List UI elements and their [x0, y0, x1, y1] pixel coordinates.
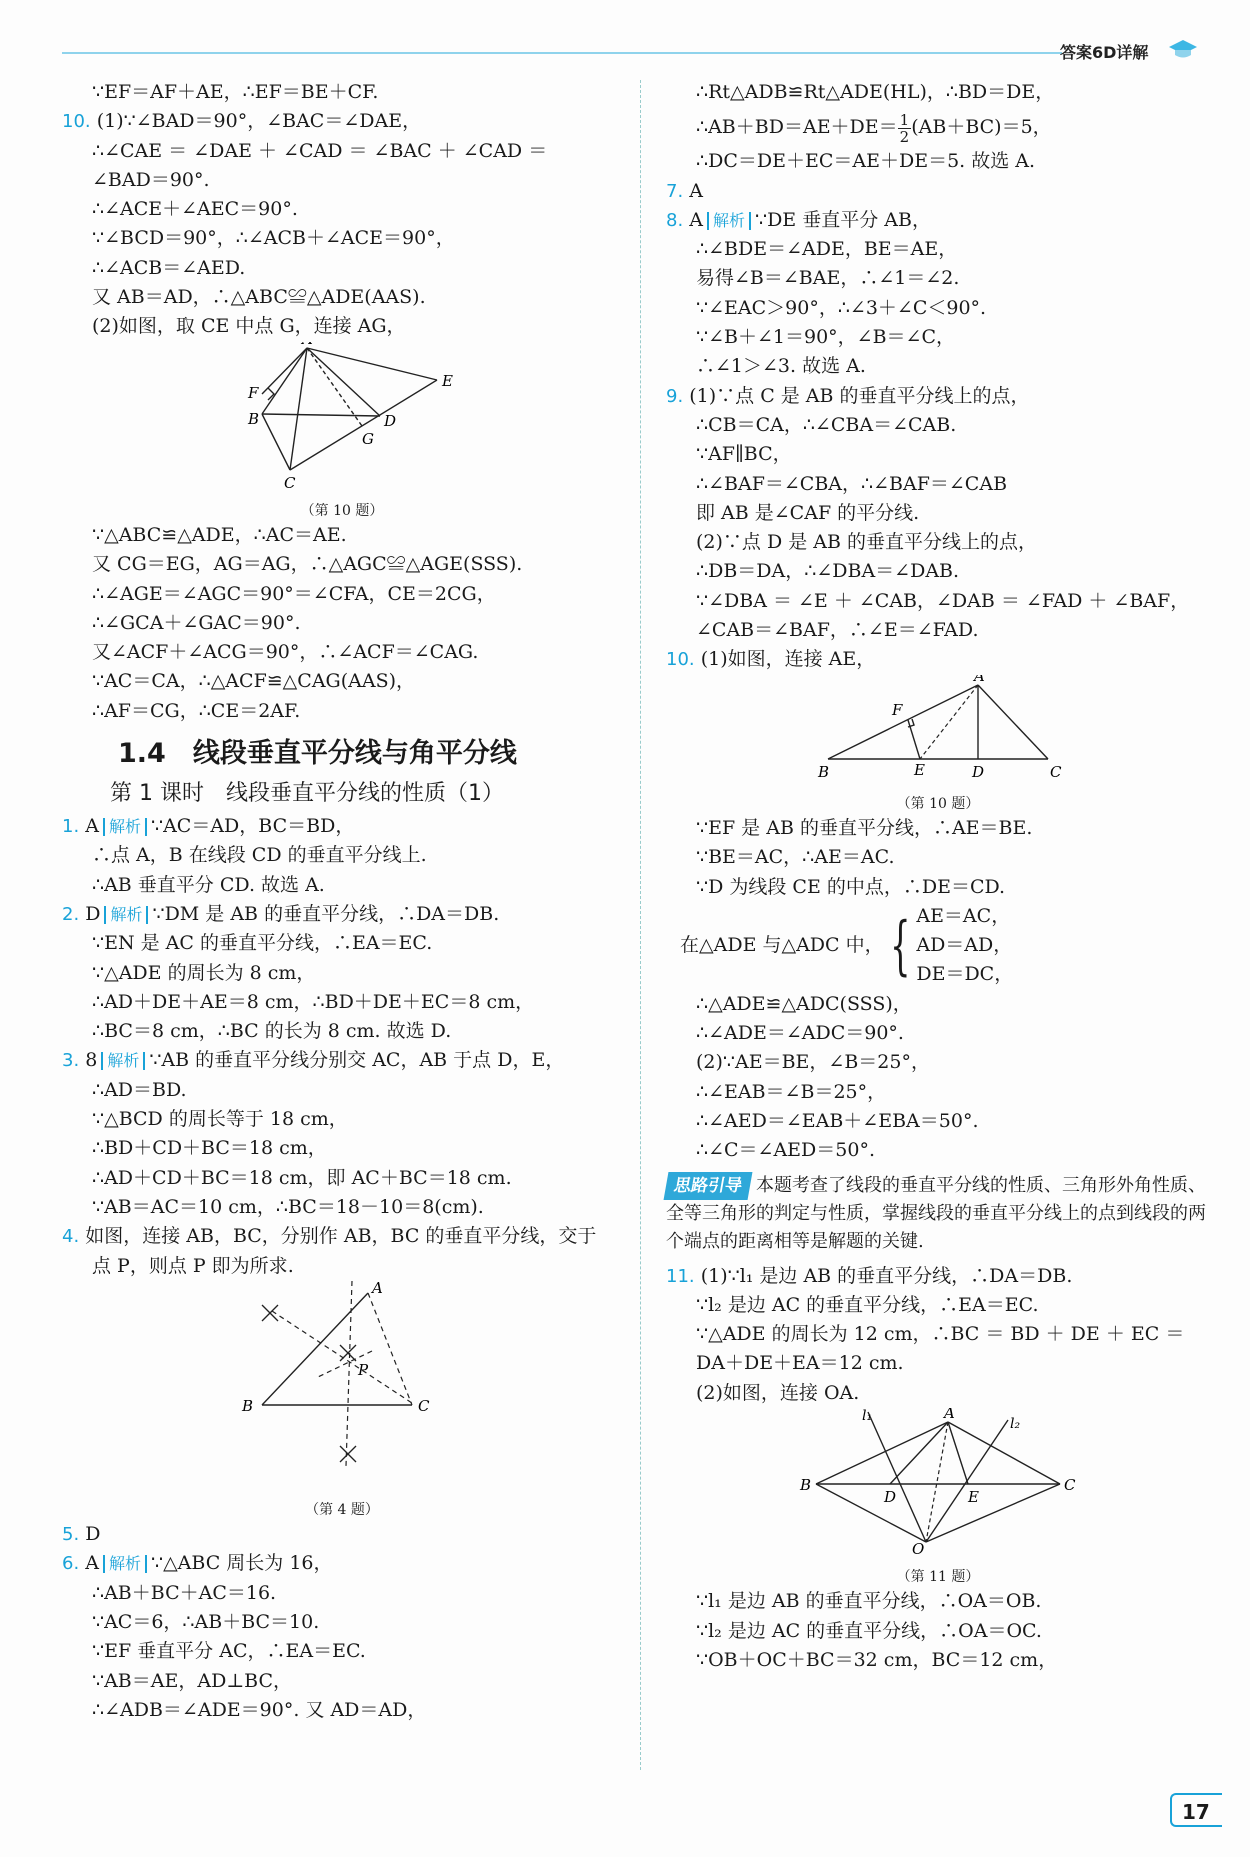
text-line: 如图，连接 AB，BC，分别作 AB，BC 的垂直平分线，交于: [85, 1225, 597, 1248]
text-line: ∴△ADE≌△ADC(SSS)，: [696, 992, 912, 1015]
geometry-figure: [212, 342, 472, 492]
figure-label: [300, 342, 313, 348]
brace-symbol: {: [889, 908, 911, 983]
equation-system: [666, 902, 1210, 990]
answer: A: [85, 815, 99, 838]
header-rule: [62, 52, 1062, 54]
text-line: ∵l₂ 是边 AC 的垂直平分线，∴EA＝EC.: [696, 1293, 1039, 1316]
question-number: 2.: [62, 903, 80, 925]
text-line: ∵AC＝6，∴AB＋BC＝10.: [92, 1610, 320, 1633]
figure-caption: （第 4 题）: [305, 1502, 379, 1519]
question-number: 11.: [666, 1265, 695, 1287]
text-line: ∴Rt△ADB≌Rt△ADE(HL)，∴BD＝DE，: [696, 81, 1055, 103]
figure-label: A: [372, 1280, 383, 1297]
text-line: ∵△ADE 的周长为 12 cm，∴BC ＝ BD ＋ DE ＋ EC ＝: [696, 1323, 1185, 1346]
figure-label: A: [944, 1407, 955, 1422]
text-line: ∵EF 垂直平分 AC，∴EA＝EC.: [92, 1640, 366, 1663]
figure-label: B: [242, 1396, 254, 1415]
text-line: ∴CB＝CA，∴∠CBA＝∠CAB.: [696, 413, 957, 436]
question-number: 8.: [666, 209, 684, 231]
answer: D: [85, 1523, 101, 1546]
geometry-figure: [808, 675, 1068, 785]
figure-q4: [62, 1281, 622, 1520]
text-line: (2)∵AE＝BE，∠B＝25°，: [696, 1051, 930, 1074]
right-column: [666, 78, 1210, 1675]
page-number: 17: [1170, 1793, 1222, 1827]
figure-label: F: [892, 700, 903, 719]
hint-tag: 思路引导: [664, 1172, 753, 1200]
figure-label: F: [248, 383, 259, 402]
text-line: (AB＋BC)＝5，: [911, 116, 1052, 139]
text-line: ∵△ADE 的周长为 8 cm，: [92, 961, 316, 984]
text-line: ∴BC＝8 cm，∴BC 的长为 8 cm. 故选 D.: [92, 1020, 452, 1043]
text-line: DE＝DC，: [916, 963, 1014, 986]
text-line: ∴点 A，B 在线段 CD 的垂直平分线上.: [92, 844, 427, 867]
text-line: ∴AB＋BD＝AE＋DE＝: [696, 116, 898, 139]
figure-caption: （第 10 题）: [300, 502, 384, 519]
text-line: ∴∠BDE＝∠ADE，BE＝AE，: [696, 238, 958, 261]
text-line: ∵D 为线段 CE 的中点，∴DE＝CD.: [696, 875, 1006, 898]
question-number: 10.: [62, 111, 91, 133]
text-line: ∴BD＋CD＋BC＝18 cm，: [92, 1137, 327, 1160]
text-line: (2)如图，连接 OA.: [696, 1381, 860, 1404]
text-line: ∵AB 的垂直平分线分别交 AC，AB 于点 D，E，: [149, 1049, 565, 1072]
text-line: 又 AB＝AD，∴△ABC≌△ADE(AAS).: [92, 286, 426, 309]
text-line: ∴AD＋CD＋BC＝18 cm，即 AC＋BC＝18 cm.: [92, 1166, 512, 1189]
text-line: ∠BAD＝90°.: [92, 168, 210, 191]
figure-q11: [666, 1408, 1210, 1587]
text-line: ∵DM 是 AB 的垂直平分线，∴DA＝DB.: [152, 902, 500, 925]
figure-label: B: [248, 409, 260, 428]
text-line: (1)∵l₁ 是边 AB 的垂直平分线，∴DA＝DB.: [700, 1264, 1073, 1287]
answer: A: [689, 179, 703, 202]
lesson-title: 第 1 课时 线段垂直平分线的性质（1）: [110, 781, 504, 807]
answer: D: [85, 902, 101, 925]
analysis-tag: 解析: [104, 906, 148, 924]
question-number: 3.: [62, 1050, 80, 1072]
question-number: 6.: [62, 1553, 80, 1575]
question-number: 1.: [62, 816, 80, 838]
cap-icon: [1168, 38, 1198, 60]
text-line: ∴∠C＝∠AED＝50°.: [696, 1139, 876, 1162]
analysis-tag: 解析: [101, 1052, 145, 1070]
text-line: ∵△BCD 的周长等于 18 cm，: [92, 1108, 348, 1131]
text-line: ∵EF＝AF＋AE，∴EF＝BE＋CF.: [92, 81, 379, 103]
figure-q10-right: [666, 675, 1210, 814]
figure-q10: [62, 342, 622, 521]
text-line: ∴∠ACB＝∠AED.: [92, 256, 246, 279]
text-line: ∵∠DBA ＝ ∠E ＋ ∠CAB，∠DAB ＝ ∠FAD ＋ ∠BAF，: [696, 589, 1190, 612]
text-line: ∵∠EAC＞90°，∴∠3＋∠C＜90°.: [696, 296, 987, 319]
question-number: 9.: [666, 385, 684, 407]
text-line: (1)如图，连接 AE，: [700, 648, 876, 671]
figure-label: E: [968, 1487, 979, 1506]
text-line: 又 CG＝EG，AG＝AG，∴△AGC≌△AGE(SSS).: [92, 553, 523, 576]
text-line: ∴∠ACE＋∠AEC＝90°.: [92, 198, 298, 221]
text-line: ∴∠ADE＝∠ADC＝90°.: [696, 1022, 904, 1045]
text-line: (2)如图，取 CE 中点 G，连接 AG，: [92, 315, 406, 338]
text-line: ∵△ABC 周长为 16，: [150, 1552, 333, 1575]
figure-label: B: [818, 762, 830, 781]
figure-label: C: [1064, 1475, 1076, 1494]
figure-label: A: [974, 674, 985, 685]
text-line: ∴DB＝DA，∴∠DBA＝∠DAB.: [696, 560, 960, 583]
text-line: ∵AF∥BC，: [696, 443, 792, 466]
hint-box: [666, 1172, 1210, 1256]
analysis-tag: 解析: [103, 818, 147, 836]
text-line: ∴AB＋BC＋AC＝16.: [92, 1581, 277, 1604]
geometry-figure: [222, 1281, 462, 1491]
answer: 8: [85, 1049, 98, 1072]
figure-label: C: [1050, 762, 1062, 781]
fraction-numerator: 1: [899, 110, 910, 129]
text-line: 即 AB 是∠CAF 的平分线.: [696, 501, 920, 524]
text-line: ∵∠BCD＝90°，∴∠ACB＋∠ACE＝90°，: [92, 227, 455, 250]
text-line: ∠CAB＝∠BAF，∴∠E＝∠FAD.: [696, 619, 979, 642]
text-line: ∵l₂ 是边 AC 的垂直平分线，∴OA＝OC.: [696, 1619, 1042, 1642]
text-line: ∵BE＝AC，∴AE＝AC.: [696, 846, 895, 869]
text-line: ∵DE 垂直平分 AB，: [754, 208, 931, 231]
hint-text: 本题考查了线段的垂直平分线的性质、三角形外角性质、全等三角形的判定与性质，掌握线段的垂直平分线上的点到线段的两个端点的距离相等是解题的关键.: [666, 1174, 1206, 1252]
figure-label: D: [384, 411, 397, 430]
text-line: ∵AC＝CA，∴△ACF≌△CAG(AAS)，: [92, 670, 416, 693]
text-line: DA＋DE＋EA＝12 cm.: [696, 1352, 904, 1375]
answer: A: [689, 208, 703, 231]
text-line: (1)∵∠BAD＝90°，∠BAC＝∠DAE，: [96, 110, 422, 133]
text-line: ∴∠EAB＝∠B＝25°，: [696, 1080, 887, 1103]
section-title: 1.4 线段垂直平分线与角平分线: [118, 738, 517, 770]
question-number: 5.: [62, 1524, 80, 1546]
text-line: ∵△ABC≌△ADE，∴AC＝AE.: [92, 523, 347, 546]
header-title: 答案6D详解: [1060, 43, 1149, 62]
text-line: ∴AB 垂直平分 CD. 故选 A.: [92, 873, 325, 896]
text-line: 点 P，则点 P 即为所求.: [92, 1254, 294, 1277]
text-line: ∴∠ADB＝∠ADE＝90°. 又 AD＝AD，: [92, 1698, 427, 1721]
question-number: 7.: [666, 180, 684, 202]
question-number: 10.: [666, 649, 695, 671]
figure-caption: （第 11 题）: [896, 1569, 980, 1586]
text-line: ∵AB＝AC＝10 cm，∴BC＝18－10＝8(cm).: [92, 1195, 484, 1218]
answer: A: [85, 1552, 99, 1575]
text-line: ∵AB＝AE，AD⊥BC，: [92, 1669, 293, 1692]
figure-caption: （第 10 题）: [896, 795, 980, 812]
text-line: 又∠ACF＋∠ACG＝90°，∴∠ACF＝∠CAG.: [92, 641, 479, 664]
text-line: ∵∠B＋∠1＝90°，∠B＝∠C，: [696, 326, 955, 349]
text-line: 易得∠B＝∠BAE，∴∠1＝∠2.: [696, 267, 960, 290]
figure-label: E: [914, 760, 925, 779]
text-line: ∴AF＝CG，∴CE＝2AF.: [92, 699, 301, 722]
text-line: 在△ADE 与△ADC 中，: [680, 934, 884, 957]
text-line: ∴DC＝DE＋EC＝AE＋DE＝5. 故选 A.: [696, 150, 1036, 173]
figure-label: l₂: [1010, 1415, 1021, 1432]
analysis-tag: 解析: [707, 212, 751, 230]
figure-label: l₁: [862, 1407, 873, 1424]
column-divider: [640, 80, 641, 1770]
left-column: [62, 78, 622, 1725]
text-line: ∴∠CAE ＝ ∠DAE ＋ ∠CAD ＝ ∠BAC ＋ ∠CAD ＝: [92, 139, 548, 162]
figure-label: D: [972, 762, 985, 781]
text-line: ∴∠1＞∠3. 故选 A.: [696, 355, 866, 378]
text-line: ∴∠GCA＋∠GAC＝90°.: [92, 611, 301, 634]
figure-label: C: [284, 473, 296, 492]
text-line: ∵EF 是 AB 的垂直平分线，∴AE＝BE.: [696, 816, 1033, 839]
text-line: ∵AC＝AD，BC＝BD，: [150, 815, 355, 838]
figure-label: B: [800, 1475, 812, 1494]
text-line: ∴∠AED＝∠EAB＋∠EBA＝50°.: [696, 1109, 979, 1132]
figure-label: C: [418, 1396, 430, 1415]
analysis-tag: 解析: [103, 1555, 147, 1573]
text-line: ∴∠AGE＝∠AGC＝90°＝∠CFA，CE＝2CG，: [92, 582, 496, 605]
fraction: [898, 112, 912, 145]
geometry-figure: [798, 1408, 1078, 1558]
text-line: ∵l₁ 是边 AB 的垂直平分线，∴OA＝OB.: [696, 1590, 1042, 1613]
figure-label: D: [884, 1487, 897, 1506]
text-line: ∵EN 是 AC 的垂直平分线，∴EA＝EC.: [92, 932, 433, 955]
figure-label: E: [442, 371, 453, 390]
text-line: ∴AD＋DE＋AE＝8 cm，∴BD＋DE＋EC＝8 cm，: [92, 990, 535, 1013]
text-line: ∴AD＝BD.: [92, 1078, 187, 1101]
text-line: AE＝AC，: [916, 904, 1011, 927]
figure-label: G: [362, 429, 374, 448]
text-line: AD＝AD，: [916, 934, 1013, 957]
text-line: ∴∠BAF＝∠CBA，∴∠BAF＝∠CAB: [696, 472, 1008, 495]
figure-label: O: [912, 1539, 925, 1558]
text-line: (2)∵点 D 是 AB 的垂直平分线上的点，: [696, 531, 1037, 554]
fraction-denominator: 2: [899, 127, 910, 146]
text-line: (1)∵点 C 是 AB 的垂直平分线上的点，: [689, 384, 1030, 407]
question-number: 4.: [62, 1226, 80, 1248]
figure-label: P: [358, 1360, 369, 1379]
text-line: ∵OB＋OC＋BC＝32 cm，BC＝12 cm，: [696, 1648, 1058, 1671]
